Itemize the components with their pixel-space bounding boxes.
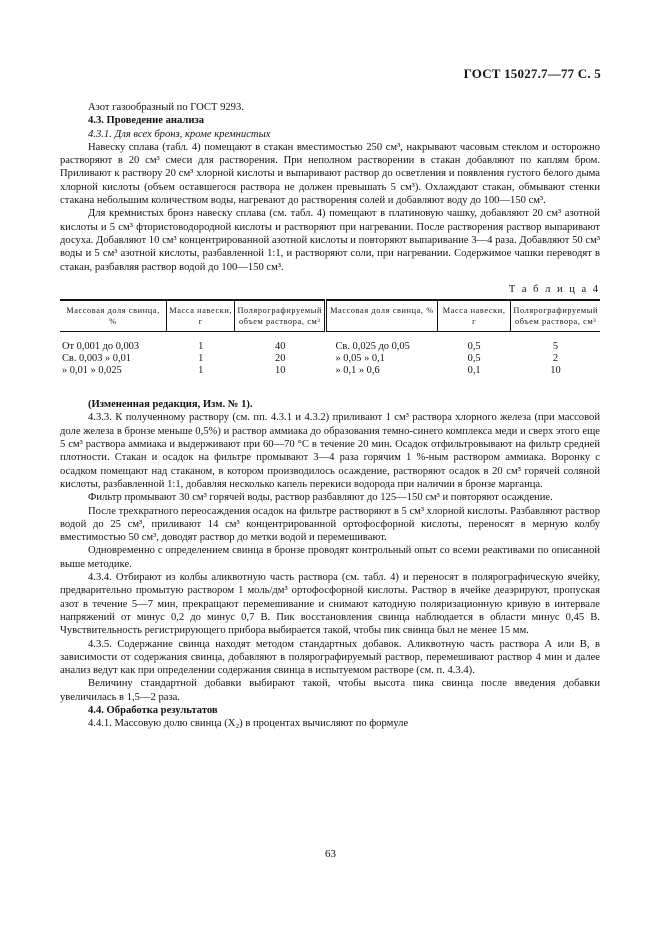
section-4-3-heading: 4.3. Проведение анализа bbox=[88, 115, 204, 127]
control-experiment-paragraph: Одновременно с определением свинца в бронзе проводят контрольный опыт со всеми реактивами по описанной выше методике. bbox=[60, 545, 600, 570]
col-header-volume-left: Полярографируемый объем раствора, см³ bbox=[235, 300, 326, 332]
section-4-4-heading: 4.4. Обработка результатов bbox=[88, 704, 218, 716]
table-cell: 0,1 bbox=[467, 365, 481, 377]
col-header-volume-right: Полярографируемый объем раствора, см³ bbox=[511, 300, 600, 332]
volume-cell-right bbox=[511, 332, 600, 385]
table-cell: 1 bbox=[198, 353, 204, 365]
nitrogen-gas-line: Азот газообразный по ГОСТ 9293. bbox=[88, 102, 244, 113]
reprecipitation-paragraph: После трехкратного переосаждения осадок на фильтре растворяют в 5 см³ хлорной кислоты. Разбавляют раствор водой до 25 см³, приливают 14 см³ концентрированной ортофосфорной кислоты, переносят в мерную колбу вместимостью 50 см³, доводят раствор до метки водой и перемешивают. bbox=[60, 505, 600, 544]
table-cell: » 0,01 » 0,025 bbox=[62, 365, 122, 377]
clause-4-3-5: 4.3.5. Содержание свинца находят методом стандартных добавок. Аликвотную часть раствора А или В, в зависимости от содержания свинца, добавляют в полярографируемый раствор, перемешивают раствор 4 мин и далее анализ ведут как при определении содержания свинца в испытуемом растворе (см. п. 4.3.4). bbox=[60, 638, 600, 677]
lead-fraction-cell-left bbox=[60, 332, 166, 385]
table-cell: Св. 0,025 до 0,05 bbox=[335, 341, 410, 353]
table-caption: Т а б л и ц а 4 bbox=[508, 283, 600, 295]
clause-4-3-1-heading: 4.3.1. Для всех бронз, кроме кремнистых bbox=[88, 128, 271, 140]
silicon-bronze-paragraph: Для кремнистых бронз навеску сплава (см. табл. 4) помещают в платиновую чашку, добавляют 20 см³ азотной кислоты и 5 см³ фтористоводородной кислоты и растворяют при нагревании. После растворения раствор выпаривают досуха. Добавляют 10 см³ концентрированной азотной кислоты и повторяют выпаривание 3—4 раза. Добавляют 50 см³ воды и 5 см³ азотной кислоты, разбавленной 1:1, и растворяют соли, при нагревании. Содержимое чашки переводят в стакан, разбавляя раствор водой до 100—150 см³. bbox=[60, 208, 600, 273]
table-cell: 10 bbox=[275, 365, 286, 377]
col-header-lead-fraction-right: Массовая доля свинца, % bbox=[326, 300, 438, 332]
table-cell: 1 bbox=[198, 341, 204, 353]
sample-mass-cell-left bbox=[166, 332, 234, 385]
table-cell: » 0,1 » 0,6 bbox=[335, 365, 380, 377]
table-cell: 5 bbox=[552, 341, 559, 353]
table-cell: Св. 0,003 » 0,01 bbox=[62, 353, 131, 365]
table-cell: 1 bbox=[198, 365, 204, 377]
table-cell: 0,5 bbox=[467, 341, 481, 353]
clause-4-3-4: 4.3.4. Отбирают из колбы аликвотную часть раствора (см. табл. 4) и переносят в полярографическую ячейку, предварительно промытую раствором 1 моль/дм³ ортофосфорной кислоты. Раствор в ячейке деаэрируют, пропуская азот в течение 5—7 мин, прекращают перемешивание и снимают катодную поляризационную кривую в интервале напряжений от минус 0,2 до минус 0,7 В. Пик восстановления свинца наблюдается в области минус 0,45 В. Чувствительность регистрирующего прибора выбирается такой, чтобы пик свинца был не менее 15 мм. bbox=[60, 572, 600, 637]
table-cell: 40 bbox=[275, 341, 286, 353]
table-4 bbox=[60, 299, 600, 384]
table-cell: 20 bbox=[275, 353, 286, 365]
clause-4-3-3: 4.3.3. К полученному раствору (см. пп. 4.3.1 и 4.3.2) приливают 1 см³ раствора хлорного железа (при массовой доле железа в бронзе меньше 0,5%) и раствор аммиака до образования темно-синего комплекса меди и сверх этого еще 5 см³ раствора аммиака и выдерживают при 60—70 °С в течение 20 мин. Осадок отфильтровывают на фильтр средней плотности. Стакан и осадок на фильтре промывают 3—4 раза горячим 1 %-ным раствором аммиака. Воронку с осадком помещают над стаканом, в котором производилось осаждение, растворяют осадок в 20 см³ горячей соляной кислоты, разбавленной 1:1, добавляя несколько капель перекиси водорода при наличии в бронзе марганца. bbox=[60, 412, 600, 490]
amendment-note: (Измененная редакция, Изм. № 1). bbox=[88, 399, 253, 411]
page-header: ГОСТ 15027.7—77 С. 5 bbox=[463, 66, 601, 81]
table-cell: 0,5 bbox=[467, 353, 481, 365]
col-header-lead-fraction-left: Массовая доля свинца, % bbox=[60, 300, 166, 332]
lead-fraction-cell-right bbox=[326, 332, 438, 385]
standard-addition-paragraph: Величину стандартной добавки выбирают такой, чтобы высота пика свинца после введения добавки увеличилась в 1,5—2 раза. bbox=[60, 678, 600, 703]
table-cell: » 0,05 » 0,1 bbox=[335, 353, 385, 365]
table-cell: 10 bbox=[550, 365, 561, 377]
procedure-paragraph: Навеску сплава (табл. 4) помещают в стакан вместимостью 250 см³, накрывают часовым стеклом и осторожно растворяют в 20 см³ смеси для растворения. При неполном растворении в стакан добавляют по каплям бром. Приливают к раствору 20 см³ хлорной кислоты и выпаривают раствор до осветления и появления густого белого дыма хлорной кислоты (объем оставшегося раствора не должен превышать 5 см³). Охлаждают стакан, обмывают стенки стакана небольшим количеством воды, нагревают до растворения солей и добавляют воду до 100—150 см³. bbox=[60, 141, 600, 207]
col-header-sample-mass-left: Масса навески, г bbox=[166, 300, 234, 332]
clause-4-4-1: 4.4.1. Массовую долю свинца (X₂) в процентах вычисляют по формуле bbox=[88, 718, 409, 730]
table-cell: 2 bbox=[552, 353, 559, 365]
page-number: 63 bbox=[325, 848, 336, 860]
sample-mass-cell-right bbox=[437, 332, 511, 385]
document-body bbox=[60, 101, 600, 731]
table-row bbox=[60, 332, 600, 385]
col-header-sample-mass-right: Масса навески, г bbox=[437, 300, 511, 332]
filter-wash-paragraph: Фильтр промывают 30 см³ горячей воды, раствор разбавляют до 125—150 см³ и повторяют осаждение. bbox=[88, 492, 553, 504]
volume-cell-left bbox=[235, 332, 326, 385]
table-cell: От 0,001 до 0,003 bbox=[62, 341, 140, 353]
